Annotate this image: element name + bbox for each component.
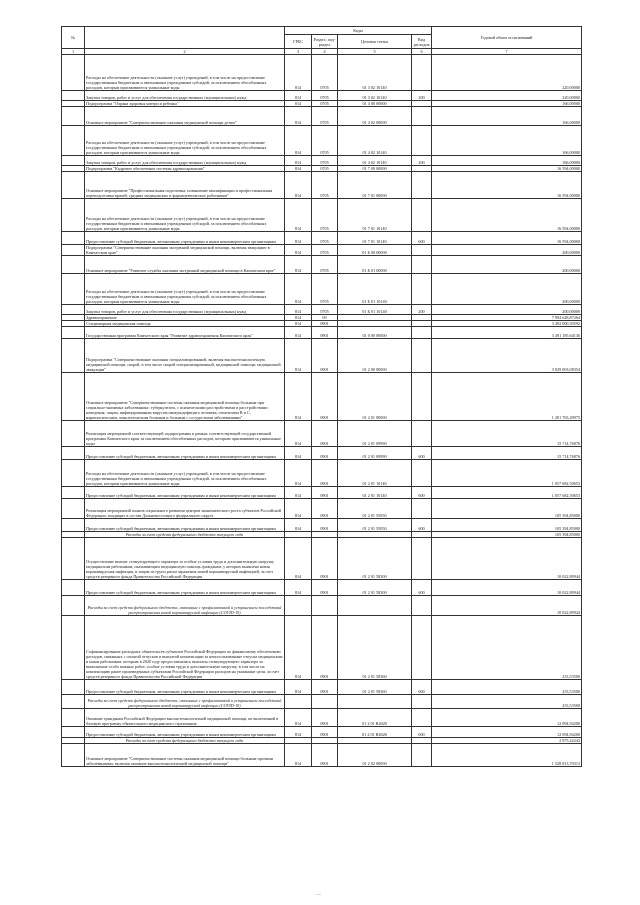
header-index-5: 5 — [338, 49, 412, 55]
cell-grbs: 814 — [285, 727, 312, 738]
header-index-4: 4 — [312, 49, 338, 55]
cell-amount: 200,00000 — [432, 274, 582, 305]
page-footer: — — [316, 893, 321, 898]
cell-description: Предоставление субсидий бюджетным, автономным учреждениям и иным некоммерческим организациям — [85, 580, 285, 596]
cell-num — [62, 172, 85, 199]
cell-num — [62, 339, 85, 373]
table-row — [62, 256, 582, 274]
cell-description: Расходы за счет средств федерального бюджета текущего года — [85, 738, 285, 744]
cell-target: 01 2 01 55050 — [338, 519, 412, 532]
cell-target: 01 7 00 00000 — [338, 166, 412, 172]
cell-description: Здравоохранение — [85, 315, 285, 321]
cell-amount: 105 394,85000 — [432, 519, 582, 532]
cell-type: 600 — [412, 580, 432, 596]
cell-description: Расходы на обеспечение деятельности (оказание услуг) учреждений, в том числе на предоставление государственным бюджетным и автономным учреждениям субсидий, за исключением обособленных расходов, которым присваиваются уникальные коды — [85, 126, 285, 156]
cell-target: 01 Б 00 00000 — [338, 245, 412, 256]
cell-type: 600 — [412, 232, 432, 245]
cell-target: 01 3 02 10140 — [338, 91, 412, 101]
header-index-6: 6 — [412, 49, 432, 55]
table-row — [62, 55, 582, 91]
cell-type — [412, 744, 432, 767]
cell-description: Предоставление субсидий бюджетным, автономным учреждениям и иным некоммерческим организациям — [85, 232, 285, 245]
cell-grbs: 814 — [285, 126, 312, 156]
table-row — [62, 199, 582, 232]
cell-target: 01 7 01 10140 — [338, 199, 412, 232]
cell-num — [62, 156, 85, 166]
cell-amount: 16 594,00000 — [432, 199, 582, 232]
cell-amount: 2 975,42243 — [432, 738, 582, 744]
table-row — [62, 305, 582, 315]
table-row — [62, 596, 582, 616]
cell-description: Расходы на обеспечение деятельности (оказание услуг) учреждений, в том числе на предоставление государственным бюджетным и автономным учреждениям субсидий, за исключением обособленных расходов, которым присваиваются уникальные коды — [85, 460, 285, 487]
cell-amount: 233,53500 — [432, 695, 582, 709]
cell-grbs: 814 — [285, 107, 312, 126]
cell-grbs: 814 — [285, 305, 312, 315]
header-index-3: 3 — [285, 49, 312, 55]
cell-section: 0705 — [312, 274, 338, 305]
cell-grbs: 814 — [285, 339, 312, 373]
cell-amount: 220,00000 — [432, 91, 582, 101]
cell-section: 0705 — [312, 232, 338, 245]
cell-target: 01 2 01 58300 — [338, 538, 412, 580]
cell-grbs: 814 — [285, 580, 312, 596]
table-header — [62, 27, 582, 55]
cell-section: 0705 — [312, 305, 338, 315]
cell-target: 01 4 02 00000 — [338, 107, 412, 126]
cell-target: 01 2 00 00000 — [338, 339, 412, 373]
cell-type: 600 — [412, 727, 432, 738]
table-row — [62, 616, 582, 680]
cell-section: 0705 — [312, 166, 338, 172]
cell-description: Реализация мероприятий планов социального развития центров экономического роста субъектов Российской Федерации, входящих в состав Дальневосточного федерального округа — [85, 499, 285, 519]
cell-description: Софинансирование расходных обязательств субъектов Российской Федерации по финансовому обеспечению расходов, связанных с оплатой отпусков и выплатой компенсации за неиспользованные отпуска медицинским и иным работникам, которым в 2020 году предоставлялись выплаты стимулирующего характера за выполнение особо важных работ, особые условия труда и дополнительную нагрузку, в том числе на компенсацию ранее произведенных субъектами Российской Федерации расходов на указанные цели, за счет средств резервного фонда Правительства Российской Федерации — [85, 616, 285, 680]
cell-num — [62, 727, 85, 738]
cell-grbs: 814 — [285, 245, 312, 256]
cell-amount: 200,00000 — [432, 245, 582, 256]
cell-description: Оказание гражданам Российской Федерации высокотехнологичной медицинской помощи, не включенной в базовую программу обязательного медицинского страхования — [85, 709, 285, 727]
cell-grbs: 814 — [285, 421, 312, 447]
cell-type: 200 — [412, 305, 432, 315]
cell-section: 0901 — [312, 460, 338, 487]
cell-amount: 16 594,00000 — [432, 172, 582, 199]
cell-num — [62, 126, 85, 156]
cell-type — [412, 126, 432, 156]
cell-grbs: 814 — [285, 519, 312, 532]
table-row — [62, 327, 582, 339]
cell-description: Основное мероприятие "Развитие службы оказания экстренной медицинской помощи в Камчатском крае" — [85, 256, 285, 274]
cell-description: Основное мероприятие "Профессиональная подготовка, повышение квалификации и профессиональная переподготовка врачей, средних медицинских и фармацевтических работников" — [85, 172, 285, 199]
cell-grbs: 814 — [285, 447, 312, 460]
cell-grbs: 814 — [285, 199, 312, 232]
cell-type — [412, 695, 432, 709]
cell-section: 0901 — [312, 709, 338, 727]
cell-num — [62, 580, 85, 596]
cell-num — [62, 744, 85, 767]
cell-target: 01 0 00 00000 — [338, 327, 412, 339]
cell-amount: 233,53500 — [432, 680, 582, 695]
cell-num — [62, 91, 85, 101]
cell-description: Предоставление субсидий бюджетным, автономным учреждениям и иным некоммерческим организациям — [85, 727, 285, 738]
cell-target: 01 2 01 58360 — [338, 616, 412, 680]
cell-num — [62, 499, 85, 519]
cell-section: 0705 — [312, 101, 338, 107]
cell-amount: 220,00000 — [432, 55, 582, 91]
cell-target — [338, 695, 412, 709]
cell-type — [412, 199, 432, 232]
cell-amount: 233,53500 — [432, 616, 582, 680]
cell-target: 01 4 02 10140 — [338, 126, 412, 156]
cell-amount: 1 201 763,49975 — [432, 373, 582, 421]
cell-description: Стационарная медицинская помощь — [85, 321, 285, 327]
cell-amount: 15 714,76876 — [432, 421, 582, 447]
header-num: № — [62, 27, 85, 49]
cell-target: 01 2 01 R4020 — [338, 727, 412, 738]
cell-target: 01 7 01 00000 — [338, 172, 412, 199]
cell-amount: 15 714,76876 — [432, 447, 582, 460]
cell-description: Основное мероприятие "Совершенствование системы оказания медицинской помощи больным при социально-значимых заболеваниях: туберкулезом, с психическими расстройствами и расстройствами поведения, лицам, инфицированным вирусом иммунодефицита человека, гепатитами В и С, наркологическим, онкологическим больным и больным с сосудистыми заболеваниями" — [85, 373, 285, 421]
cell-section: 0901 — [312, 744, 338, 767]
cell-target: 01 3 02 10140 — [338, 55, 412, 91]
table-row — [62, 274, 582, 305]
table-row — [62, 447, 582, 460]
cell-type: 600 — [412, 487, 432, 499]
cell-type — [412, 256, 432, 274]
cell-grbs: 814 — [285, 616, 312, 680]
cell-type: 200 — [412, 91, 432, 101]
cell-description: Подпрограмма "Охрана здоровья матери и ребенка" — [85, 101, 285, 107]
table-row — [62, 126, 582, 156]
cell-description: Предоставление субсидий бюджетным, автономным учреждениям и иным некоммерческим организациям — [85, 519, 285, 532]
cell-section: 0901 — [312, 680, 338, 695]
cell-amount: 166,00000 — [432, 156, 582, 166]
cell-amount: 200,00000 — [432, 305, 582, 315]
cell-target: 01 Б 01 00000 — [338, 256, 412, 274]
cell-num — [62, 327, 85, 339]
cell-section: 0901 — [312, 447, 338, 460]
cell-grbs: 814 — [285, 373, 312, 421]
cell-section: 0705 — [312, 172, 338, 199]
cell-section: 0705 — [312, 107, 338, 126]
cell-grbs: 814 — [285, 538, 312, 580]
cell-num — [62, 680, 85, 695]
cell-description: Закупка товаров, работ и услуг для обеспечения государственных (муниципальных) нужд — [85, 305, 285, 315]
cell-section: 0901 — [312, 321, 338, 327]
cell-grbs: 814 — [285, 91, 312, 101]
table-row — [62, 695, 582, 709]
header-index-7: 7 — [432, 49, 582, 55]
header-name — [85, 27, 285, 49]
cell-section: 0901 — [312, 616, 338, 680]
cell-section: 0901 — [312, 727, 338, 738]
table-row — [62, 538, 582, 580]
cell-target: 01 4 02 10140 — [338, 156, 412, 166]
cell-target: 01 Б 01 10140 — [338, 305, 412, 315]
cell-grbs — [285, 596, 312, 616]
cell-description: Реализация мероприятий соответствующей подпрограммы в рамках соответствующей государственной программы Камчатского края, за исключением обособленных расходов, которым присваиваются уникальные коды — [85, 421, 285, 447]
cell-description: Государственная программа Камчатского края "Развитие здравоохранения Камчатского края" — [85, 327, 285, 339]
cell-description: Расходы на обеспечение деятельности (оказание услуг) учреждений, в том числе на предоставление государственным бюджетным и автономным учреждениям субсидий, за исключением обособленных расходов, которым присваиваются уникальные коды — [85, 274, 285, 305]
cell-type — [412, 616, 432, 680]
cell-description: Закупка товаров, работ и услуг для обеспечения государственных (муниципальных) нужд — [85, 91, 285, 101]
cell-num — [62, 305, 85, 315]
table-row — [62, 373, 582, 421]
header-target: Целевая статья — [338, 35, 412, 49]
cell-grbs: 814 — [285, 680, 312, 695]
table-row — [62, 339, 582, 373]
cell-type — [412, 327, 432, 339]
cell-type — [412, 499, 432, 519]
header-codes: Коды — [285, 27, 432, 35]
cell-target: 01 7 01 10140 — [338, 232, 412, 245]
cell-amount: 16 594,00000 — [432, 166, 582, 172]
table-row — [62, 172, 582, 199]
cell-section: 0705 — [312, 126, 338, 156]
table-row — [62, 744, 582, 767]
table-row — [62, 727, 582, 738]
cell-section: 0901 — [312, 327, 338, 339]
cell-amount: 12 094,94200 — [432, 727, 582, 738]
cell-amount: 10 022,89944 — [432, 596, 582, 616]
cell-target: 01 2 01 R4020 — [338, 709, 412, 727]
cell-type — [412, 245, 432, 256]
cell-num — [62, 232, 85, 245]
cell-description: Основное мероприятие "Совершенствование оказания медицинской помощи детям" — [85, 107, 285, 126]
table-row — [62, 460, 582, 487]
cell-type — [412, 709, 432, 727]
cell-num — [62, 373, 85, 421]
cell-grbs: 814 — [285, 327, 312, 339]
table-row — [62, 156, 582, 166]
cell-type: 600 — [412, 680, 432, 695]
cell-grbs: 814 — [285, 744, 312, 767]
cell-description: Расходы за счет средств федерального бюджета текущего года — [85, 532, 285, 538]
header-type: Вид расходов — [412, 35, 432, 49]
cell-description: Расходы на обеспечение деятельности (оказание услуг) учреждений, в том числе на предоставление государственным бюджетным и автономным учреждениям субсидий, за исключением обособленных расходов, которым присваиваются уникальные коды — [85, 199, 285, 232]
cell-target: 01 2 01 58300 — [338, 580, 412, 596]
cell-section: 0901 — [312, 487, 338, 499]
budget-table — [61, 26, 582, 767]
cell-grbs: 814 — [285, 274, 312, 305]
cell-grbs: 814 — [285, 487, 312, 499]
cell-grbs: 814 — [285, 499, 312, 519]
cell-target: 01 Б 01 10140 — [338, 274, 412, 305]
cell-section: 0705 — [312, 55, 338, 91]
cell-description: Подпрограмма "Совершенствование оказания специализированной, включая высокотехнологичную, медицинской помощи, скорой, в том числе скорой специализированной, медицинской помощи, медицинской эвакуации" — [85, 339, 285, 373]
header-grbs: ГРБС — [285, 35, 312, 49]
cell-type — [412, 107, 432, 126]
cell-type: 600 — [412, 519, 432, 532]
cell-amount: 166,00000 — [432, 126, 582, 156]
table-row — [62, 232, 582, 245]
cell-grbs: 814 — [285, 166, 312, 172]
cell-section: 0901 — [312, 499, 338, 519]
cell-num — [62, 519, 85, 532]
cell-type — [412, 274, 432, 305]
cell-num — [62, 460, 85, 487]
cell-amount: 1 057 682,50653 — [432, 460, 582, 487]
table-body — [62, 55, 582, 767]
cell-grbs: 814 — [285, 232, 312, 245]
cell-amount: 105 394,85000 — [432, 532, 582, 538]
cell-amount: 16 594,00000 — [432, 232, 582, 245]
table-row — [62, 487, 582, 499]
cell-target — [338, 596, 412, 616]
cell-num — [62, 256, 85, 274]
cell-grbs: 814 — [285, 55, 312, 91]
cell-description: Расходы за счет средств федерального бюджета, связанные с профилактикой и устранением последствий распространения новой коронавирусной инфекции (COVID-19) — [85, 695, 285, 709]
cell-description: Основное мероприятие "Совершенствование системы оказания медицинской помощи больным прочими заболеваниями, включая оказание высокотехнологичной медицинской помощи" — [85, 744, 285, 767]
cell-type: 600 — [412, 447, 432, 460]
cell-section: 0705 — [312, 256, 338, 274]
document-page — [61, 26, 581, 767]
header-section: Раздел, под-раздел — [312, 35, 338, 49]
cell-section: 09 — [312, 315, 338, 321]
cell-amount: 1 057 682,50653 — [432, 487, 582, 499]
cell-num — [62, 55, 85, 91]
cell-num — [62, 274, 85, 305]
cell-amount: 166,00000 — [432, 107, 582, 126]
table-row — [62, 245, 582, 256]
header-index-2: 2 — [85, 49, 285, 55]
table-row — [62, 580, 582, 596]
cell-grbs: 814 — [285, 256, 312, 274]
cell-num — [62, 538, 85, 580]
cell-grbs: 814 — [285, 315, 312, 321]
cell-target: 01 2 02 00000 — [338, 744, 412, 767]
cell-num — [62, 695, 85, 709]
cell-amount: 10 022,89944 — [432, 580, 582, 596]
cell-grbs: 814 — [285, 709, 312, 727]
cell-target: 01 2 01 58360 — [338, 680, 412, 695]
cell-amount: 200,00000 — [432, 256, 582, 274]
cell-section — [312, 596, 338, 616]
cell-description: Закупка товаров, работ и услуг для обеспечения государственных (муниципальных) нужд — [85, 156, 285, 166]
table-row — [62, 519, 582, 532]
cell-grbs: 814 — [285, 460, 312, 487]
cell-description: Подпрограмма "Совершенствование оказания экстренной медицинской помощи, включая эвакуацию в Камчатском крае" — [85, 245, 285, 256]
cell-amount: 7 994 628,87264 — [432, 315, 582, 321]
cell-section: 0705 — [312, 156, 338, 166]
cell-target: 01 2 01 10140 — [338, 460, 412, 487]
cell-num — [62, 421, 85, 447]
cell-description: Предоставление субсидий бюджетным, автономным учреждениям и иным некоммерческим организациям — [85, 680, 285, 695]
cell-section: 0705 — [312, 245, 338, 256]
cell-description: Расходы на обеспечение деятельности (оказание услуг) учреждений, в том числе на предоставление государственным бюджетным и автономным учреждениям субсидий, за исключением обособленных расходов, которым присваиваются уникальные коды — [85, 55, 285, 91]
cell-target: 01 2 01 00000 — [338, 373, 412, 421]
cell-type — [412, 460, 432, 487]
cell-section: 0901 — [312, 538, 338, 580]
cell-type — [412, 172, 432, 199]
cell-num — [62, 447, 85, 460]
cell-amount: 10 022,89944 — [432, 538, 582, 580]
cell-num — [62, 245, 85, 256]
header-index-1: 1 — [62, 49, 85, 55]
cell-num — [62, 709, 85, 727]
cell-amount: 12 094,94200 — [432, 709, 582, 727]
table-row — [62, 421, 582, 447]
cell-target: 01 2 01 09990 — [338, 421, 412, 447]
table-row — [62, 499, 582, 519]
cell-amount: 3 491 185,64136 — [432, 327, 582, 339]
cell-type — [412, 596, 432, 616]
cell-amount: 166,00000 — [432, 101, 582, 107]
cell-num — [62, 596, 85, 616]
table-row — [62, 91, 582, 101]
cell-num — [62, 616, 85, 680]
cell-section: 0901 — [312, 519, 338, 532]
cell-section: 0901 — [312, 580, 338, 596]
cell-type: 200 — [412, 156, 432, 166]
cell-section: 0901 — [312, 421, 338, 447]
table-row — [62, 680, 582, 695]
cell-grbs: 814 — [285, 321, 312, 327]
cell-amount: 1 528 813,70313 — [432, 744, 582, 767]
cell-section: 0705 — [312, 199, 338, 232]
cell-type — [412, 421, 432, 447]
cell-amount: 3 492 000,30592 — [432, 321, 582, 327]
cell-description: Осуществление выплат стимулирующего характера за особые условия труда и дополнительную нагрузку медицинским работникам, оказывающим медицинскую помощь гражданам, у которых выявлена новая коронавирусная инфекция, и лицам из групп риска заражения новой коронавирусной инфекцией, за счет средств резервного фонда Правительства Российской Федерации — [85, 538, 285, 580]
cell-section: 0901 — [312, 373, 338, 421]
cell-amount: 3 029 003,08354 — [432, 339, 582, 373]
cell-description: Расходы за счет средств федерального бюджета, связанные с профилактикой и устранением последствий распространения новой коронавирусной инфекции (COVID-19) — [85, 596, 285, 616]
cell-target: 01 2 01 10140 — [338, 487, 412, 499]
header-total: Годовой объем ассигнований — [432, 27, 582, 49]
cell-type — [412, 55, 432, 91]
cell-type — [412, 538, 432, 580]
cell-type — [412, 373, 432, 421]
cell-grbs — [285, 695, 312, 709]
cell-description: Предоставление субсидий бюджетным, автономным учреждениям и иным некоммерческим организациям — [85, 447, 285, 460]
cell-grbs: 814 — [285, 101, 312, 107]
table-row — [62, 709, 582, 727]
cell-section: 0901 — [312, 339, 338, 373]
cell-num — [62, 107, 85, 126]
cell-num — [62, 487, 85, 499]
cell-section — [312, 695, 338, 709]
cell-section: 0705 — [312, 91, 338, 101]
cell-num — [62, 199, 85, 232]
table-row — [62, 107, 582, 126]
cell-target: 01 2 01 09990 — [338, 447, 412, 460]
cell-grbs: 814 — [285, 172, 312, 199]
cell-target: 01 4 00 00000 — [338, 101, 412, 107]
cell-target: 01 2 01 55050 — [338, 499, 412, 519]
cell-description: Предоставление субсидий бюджетным, автономным учреждениям и иным некоммерческим организациям — [85, 487, 285, 499]
cell-description: Подпрограмма "Кадровое обеспечение системы здравоохранения" — [85, 166, 285, 172]
cell-amount: 105 394,85000 — [432, 499, 582, 519]
cell-grbs: 814 — [285, 156, 312, 166]
cell-type — [412, 339, 432, 373]
